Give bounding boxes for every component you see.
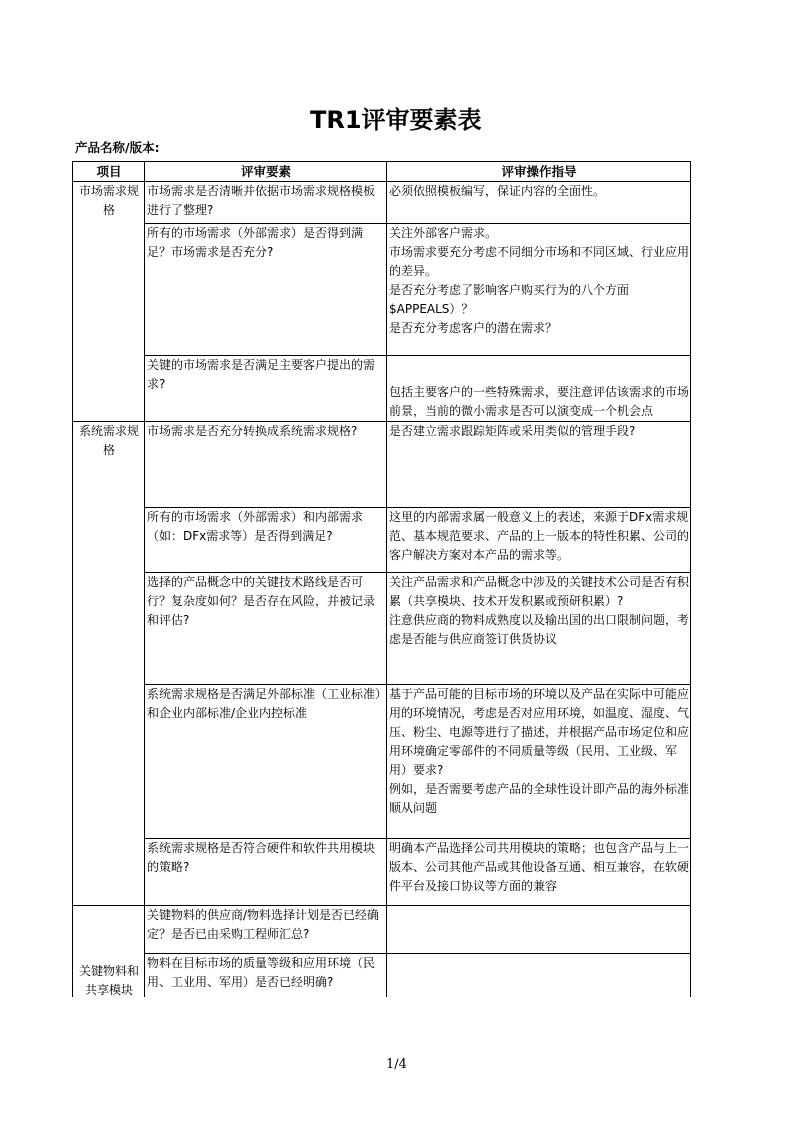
table-row [73,422,691,508]
table-row [73,224,691,356]
element-cell: 关键的市场需求是否满足主要客户提出的需求? [145,356,387,422]
element-cell: 市场需求是否清晰并依据市场需求规格模板进行了整理? [145,182,387,224]
guide-cell [387,953,691,1001]
element-cell: 市场需求是否充分转换成系统需求规格? [145,422,387,508]
guide-cell [387,182,691,224]
element-cell: 系统需求规格是否符合硬件和软件共用模块的策略? [145,839,387,906]
header-item: 项目 [73,162,145,182]
category-cell: 系统需求规格 [73,422,145,906]
document-title: TR1评审要素表 [310,106,482,134]
element-cell: 所有的市场需求（外部需求）和内部需求（如：DFx需求等）是否得到满足? [145,508,387,573]
element-cell: 关键物料的供应商/物料选择计划是否已经确定？是否已由采购工程师汇总? [145,906,387,954]
element-cell: 选择的产品概念中的关键技术路线是否可行？复杂度如何？是否存在风险，并被记录和评估? [145,573,387,685]
element-cell: 物料在目标市场的质量等级和应用环境（民用、工业用、军用）是否已经明确? [145,953,387,1001]
guide-line: 包括主要客户的一些特殊需求，要注意评估该需求的市场前景，当前的微小需求是否可以演变成一个机会点 [389,385,690,418]
header-guide: 评审操作指导 [387,162,691,182]
category-cell: 关键物料和共享模块 [73,906,145,1001]
guide-line: 必须依照模板编写，保证内容的全面性。 [389,184,606,198]
element-cell: 系统需求规格是否满足外部标准（工业标准）和企业内部标准/企业内控标准 [145,685,387,839]
guide-line: 例如，是否需要考虑产品的全球性设计即产品的海外标准顺从问题 [389,782,690,815]
guide-cell [387,356,691,422]
guide-line: 明确本产品选择公司共用模块的策略；也包含产品与上一版本、公司其他产品或其他设备互通、相互兼容，在软硬件平台及接口协议等方面的兼容 [389,841,690,893]
guide-line: 关注外部客户需求。 [389,226,498,240]
table-row [73,356,691,422]
guide-line: 关注产品需求和产品概念中涉及的关键技术公司是否有积累（共享模块、技术开发积累或预研积累）? [389,575,690,608]
guide-cell [387,685,691,839]
guide-cell [387,573,691,685]
guide-line: 是否建立需求跟踪矩阵或采用类似的管理手段? [389,424,636,438]
guide-line: 市场需求要充分考虑不同细分市场和不同区域、行业应用的差异。 [389,245,690,278]
category-cell: 市场需求规格 [73,182,145,422]
guide-line: 是否充分考虑客户的潜在需求？ [389,321,558,335]
guide-cell [387,839,691,906]
table-row [73,839,691,906]
table-row [73,573,691,685]
table-row [73,953,691,1001]
table-row [73,508,691,573]
guide-line: 这里的内部需求属一般意义上的表述，来源于DFx需求规范、基本规范要求、产品的上一版本的特性积累、公司的客户解决方案对本产品的需求等。 [389,510,690,562]
product-name-label: 产品名称/版本: [75,140,160,155]
element-cell: 所有的市场需求（外部需求）是否得到满足？市场需求是否充分? [145,224,387,356]
table-row [73,685,691,839]
guide-line: 基于产品可能的目标市场的环境以及产品在实际中可能应用的环境情况，考虑是否对应用环境，如温度、湿度、气压、粉尘、电源等进行了描述，并根据产品市场定位和应用环境确定零部件的不同质量等级（民用、工业级、军用）要求? [389,687,690,777]
guide-cell [387,224,691,356]
guide-cell [387,508,691,573]
guide-cell [387,422,691,508]
review-table [72,161,691,1001]
table-row [73,906,691,954]
table-row [73,182,691,224]
guide-line: 是否充分考虑了影响客户购买行为的八个方面$APPEALS）？ [389,283,630,316]
header-element: 评审要素 [145,162,387,182]
page-number: 1/4 [386,1057,407,1072]
guide-line: 注意供应商的物料成熟度以及输出国的出口限制问题，考虑是否能与供应商签订供货协议 [389,613,690,646]
table-header-row [73,162,691,182]
guide-cell [387,906,691,954]
